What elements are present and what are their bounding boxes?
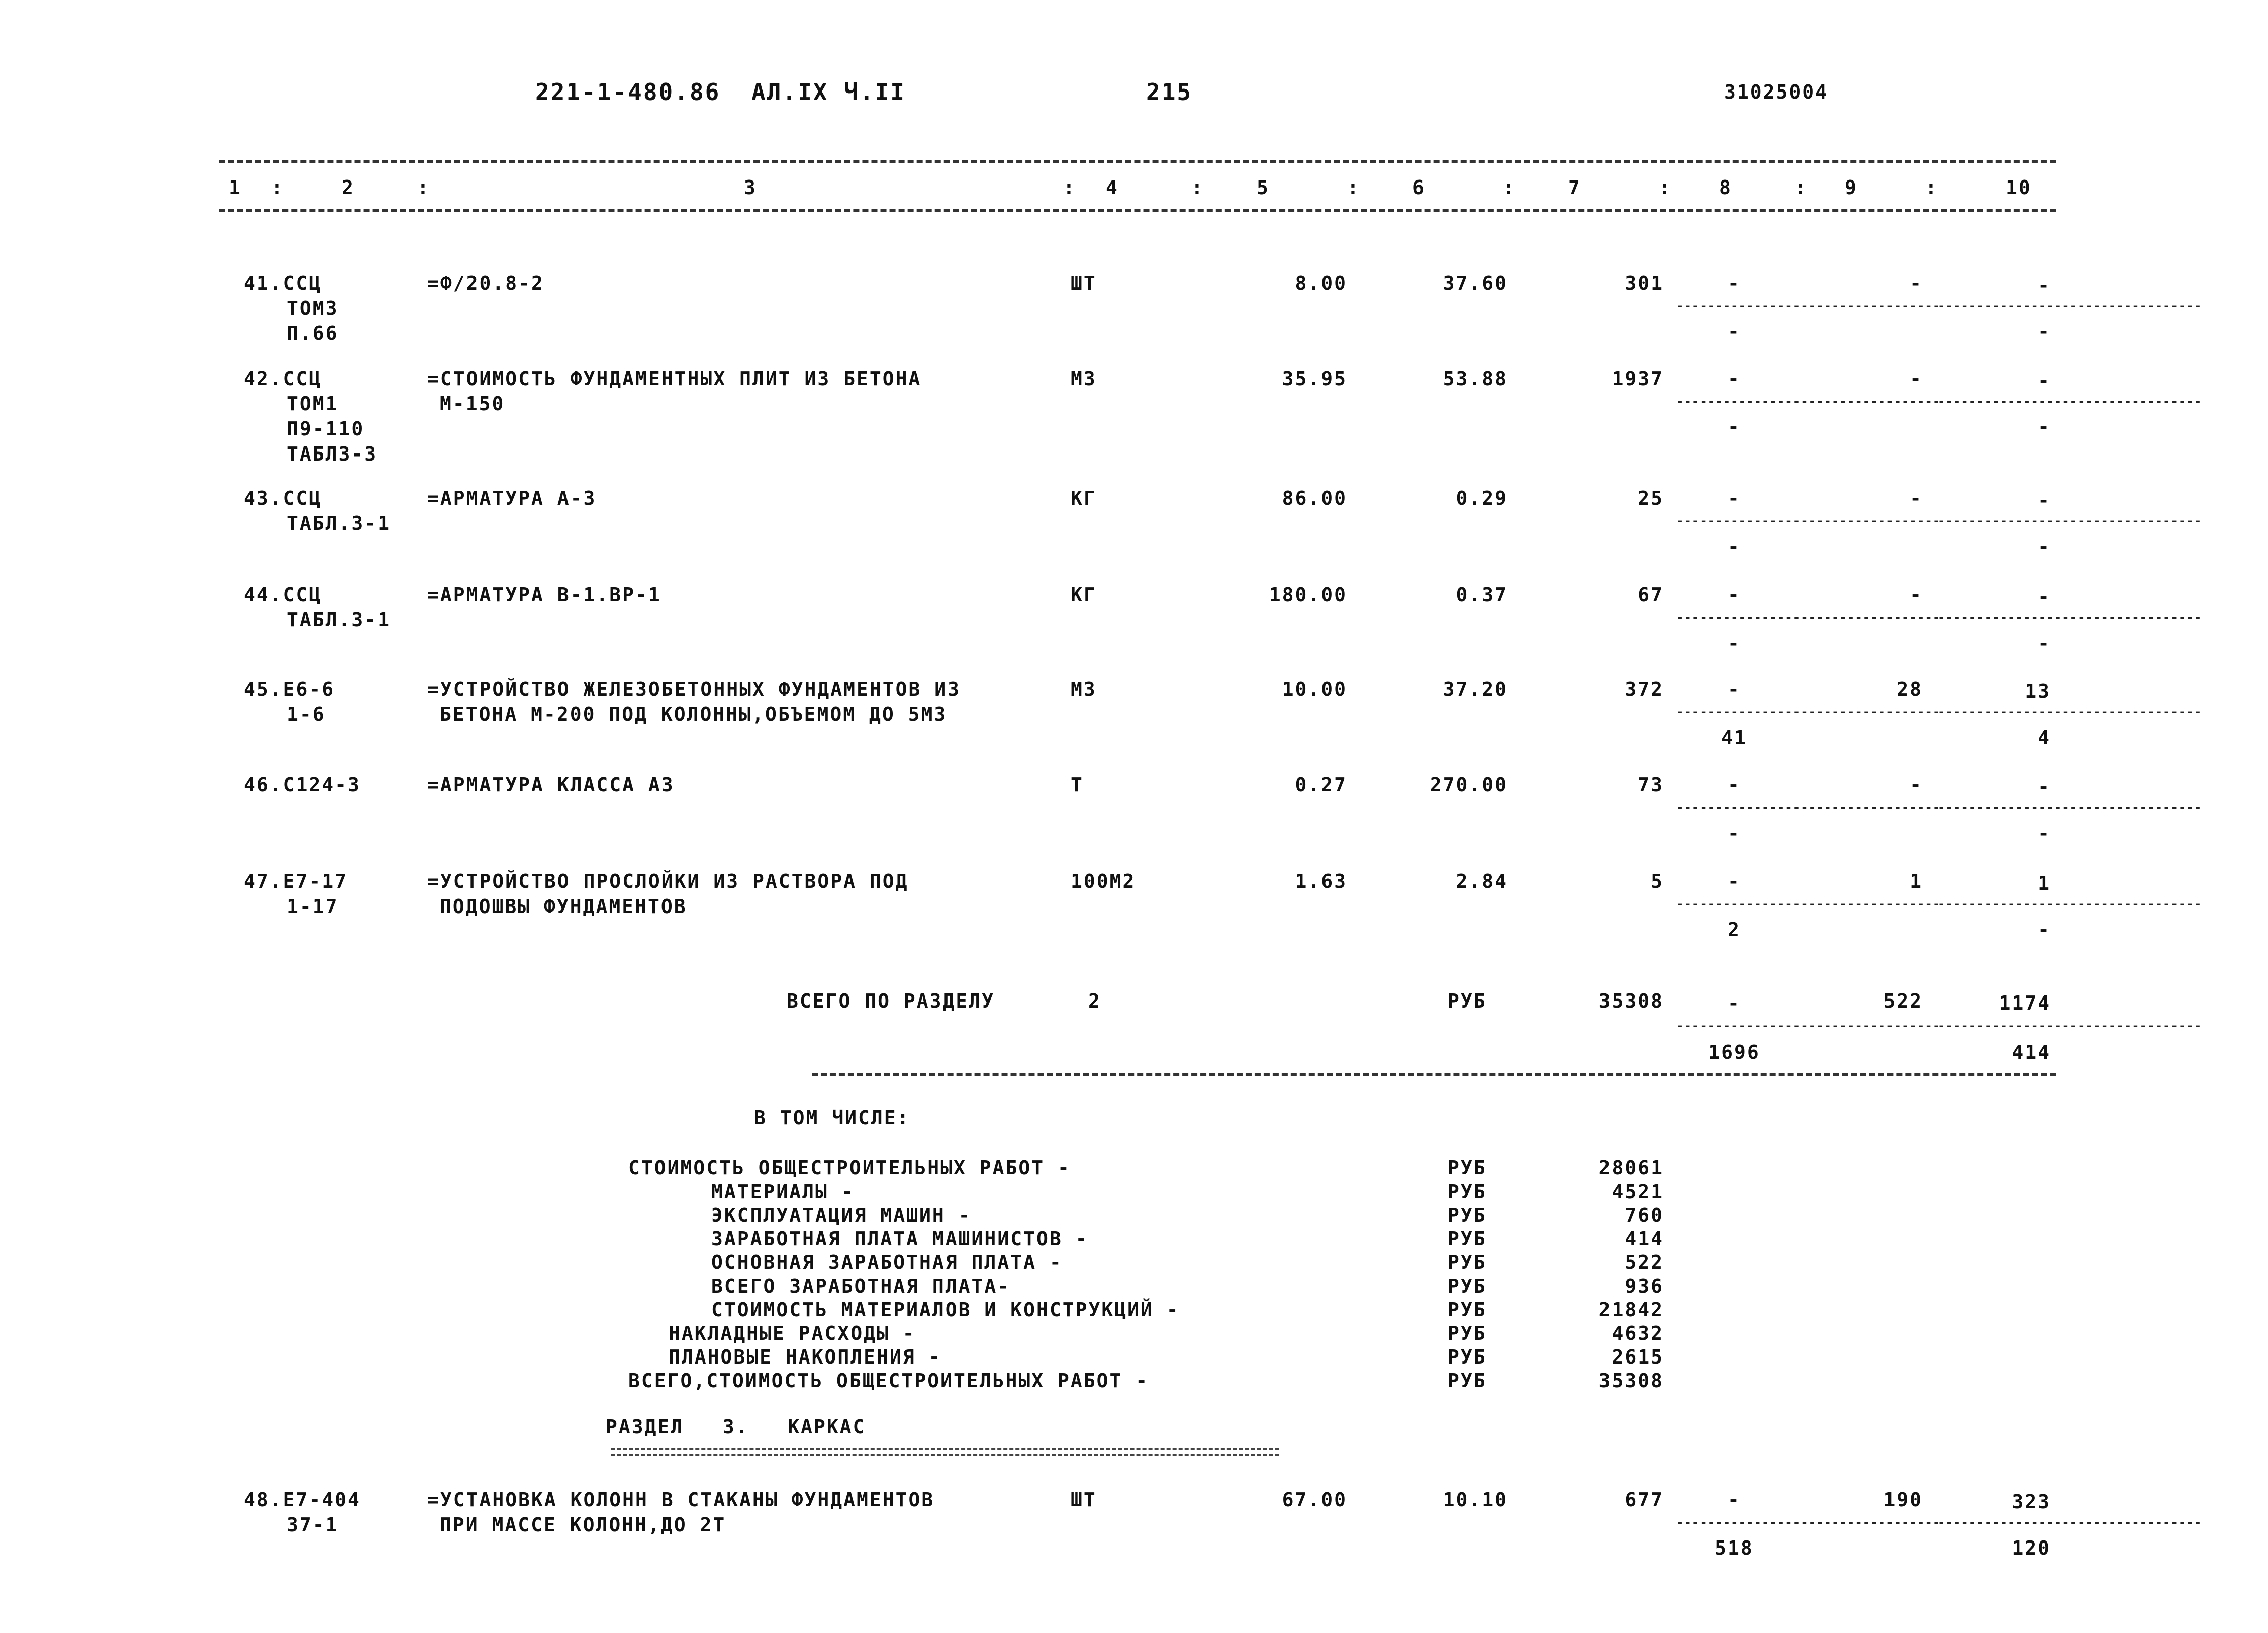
item-quantity: 35.95 <box>1282 368 1347 390</box>
column-header-5: 5 <box>1257 176 1270 199</box>
item-col10-top: 1 <box>2038 872 2051 894</box>
section-total-unit: РУБ <box>1448 990 1487 1012</box>
item-col10-bottom: - <box>2038 632 2051 654</box>
item-col10-divider: ---------------------------------- <box>1938 1515 2202 1529</box>
item-code: П9-110 <box>287 418 365 440</box>
column-header-8: 8 <box>1719 176 1732 199</box>
item-code: ТОМ3 <box>287 297 339 319</box>
item-col10-top: - <box>2038 370 2051 392</box>
item-col8-divider: ---------------------------------- <box>1676 1515 1941 1529</box>
item-col10-bottom: 120 <box>2012 1537 2051 1559</box>
item-col10-divider: ---------------------------------- <box>1938 897 2202 911</box>
item-unit-price: 53.88 <box>1443 368 1508 390</box>
including-item-unit: РУБ <box>1448 1204 1487 1226</box>
including-item-value: 522 <box>1625 1251 1664 1274</box>
item-col10-divider: ---------------------------------- <box>1938 800 2202 814</box>
item-unit: КГ <box>1071 584 1097 606</box>
item-total: 677 <box>1625 1489 1664 1511</box>
including-item-label: МАТЕРИАЛЫ - <box>711 1181 855 1203</box>
column-header-3: 3 <box>744 176 757 199</box>
item-col10-bottom: - <box>2038 535 2051 558</box>
item-code: ТАБЛ3-3 <box>287 443 378 465</box>
item-code: ТАБЛ.3-1 <box>287 609 391 631</box>
item-col8-divider: ---------------------------------- <box>1676 299 1941 313</box>
including-item-unit: РУБ <box>1448 1370 1487 1392</box>
item-code: 1-17 <box>287 895 339 918</box>
item-unit-price: 37.20 <box>1443 678 1508 700</box>
column-header-9: 9 <box>1845 176 1858 199</box>
section-3-title: РАЗДЕЛ 3. КАРКАС <box>606 1416 866 1438</box>
column-separator: : <box>1503 176 1516 199</box>
item-quantity: 180.00 <box>1269 584 1347 606</box>
item-col8-top: - <box>1728 272 1741 294</box>
item-code: 37-1 <box>287 1514 339 1536</box>
including-item-unit: РУБ <box>1448 1157 1487 1179</box>
item-unit-price: 37.60 <box>1443 272 1508 294</box>
item-description: М-150 <box>440 393 505 415</box>
item-total: 5 <box>1651 870 1664 892</box>
item-code: ТОМ1 <box>287 393 339 415</box>
column-separator: : <box>1659 176 1672 199</box>
including-item-value: 2615 <box>1612 1346 1664 1368</box>
item-unit: ШТ <box>1071 1489 1097 1511</box>
item-col9: - <box>1910 584 1923 606</box>
including-item-label: НАКЛАДНЫЕ РАСХОДЫ - <box>669 1322 916 1344</box>
item-col8-top: - <box>1728 487 1741 509</box>
item-col8-top: - <box>1728 870 1741 892</box>
including-item-unit: РУБ <box>1448 1299 1487 1321</box>
item-col8-top: - <box>1728 678 1741 700</box>
item-unit: Т <box>1071 774 1084 796</box>
item-code: 1-6 <box>287 703 326 725</box>
item-col8-bottom: 41 <box>1721 727 1747 749</box>
item-col8-divider: ---------------------------------- <box>1676 610 1941 624</box>
header-bottom-rule <box>219 209 2056 212</box>
section-total-col10-bottom: 414 <box>2012 1041 2051 1063</box>
including-item-value: 936 <box>1625 1275 1664 1297</box>
section-total-col9: 522 <box>1883 990 1923 1012</box>
header-top-rule <box>219 160 2056 163</box>
including-item-value: 28061 <box>1598 1157 1664 1179</box>
item-unit-price: 270.00 <box>1430 774 1508 796</box>
column-separator: : <box>417 176 430 199</box>
item-quantity: 0.27 <box>1295 774 1347 796</box>
item-code: 44.ССЦ <box>244 584 322 606</box>
item-quantity: 86.00 <box>1282 487 1347 509</box>
item-col9: - <box>1910 774 1923 796</box>
item-unit: М3 <box>1071 678 1097 700</box>
item-total: 25 <box>1638 487 1664 509</box>
item-col10-bottom: - <box>2038 822 2051 844</box>
including-item-unit: РУБ <box>1448 1346 1487 1368</box>
item-description: =УСТАНОВКА КОЛОНН В СТАКАНЫ ФУНДАМЕНТОВ <box>427 1489 935 1511</box>
page-number: 215 <box>1146 78 1193 106</box>
item-total: 301 <box>1625 272 1664 294</box>
item-col8-divider: ---------------------------------- <box>1676 394 1941 408</box>
item-col9: - <box>1910 487 1923 509</box>
item-code: П.66 <box>287 322 339 344</box>
including-item-label: СТОИМОСТЬ ОБЩЕСТРОИТЕЛЬНЫХ РАБОТ - <box>628 1157 1071 1179</box>
item-total: 1937 <box>1612 368 1664 390</box>
section-total-value: 35308 <box>1598 990 1664 1012</box>
including-item-label: ЗАРАБОТНАЯ ПЛАТА МАШИНИСТОВ - <box>711 1228 1089 1250</box>
including-item-label: ВСЕГО,СТОИМОСТЬ ОБЩЕСТРОИТЕЛЬНЫХ РАБОТ - <box>628 1370 1149 1392</box>
item-code: 48.Е7-404 <box>244 1489 361 1511</box>
item-code: 41.ССЦ <box>244 272 322 294</box>
item-code: 43.ССЦ <box>244 487 322 509</box>
item-description: =АРМАТУРА КЛАССА А3 <box>427 774 675 796</box>
item-col10-bottom: - <box>2038 320 2051 342</box>
item-quantity: 67.00 <box>1282 1489 1347 1511</box>
section-3-underline <box>611 1448 1279 1456</box>
item-col8-divider: ---------------------------------- <box>1676 514 1941 528</box>
item-unit-price: 0.29 <box>1456 487 1508 509</box>
including-item-unit: РУБ <box>1448 1251 1487 1274</box>
section-total-number: 2 <box>1088 990 1101 1012</box>
item-col10-bottom: - <box>2038 919 2051 941</box>
item-col10-divider: ---------------------------------- <box>1938 394 2202 408</box>
item-unit-price: 10.10 <box>1443 1489 1508 1511</box>
including-item-label: ПЛАНОВЫЕ НАКОПЛЕНИЯ - <box>669 1346 942 1368</box>
item-quantity: 8.00 <box>1295 272 1347 294</box>
item-col8-bottom: 2 <box>1728 919 1741 941</box>
item-col10-top: 13 <box>2025 680 2051 702</box>
including-item-unit: РУБ <box>1448 1322 1487 1344</box>
item-col10-bottom: 4 <box>2038 727 2051 749</box>
section-total-col8-bottom: 1696 <box>1708 1041 1760 1063</box>
including-item-unit: РУБ <box>1448 1228 1487 1250</box>
section-total-label: ВСЕГО ПО РАЗДЕЛУ <box>787 990 995 1012</box>
including-item-value: 4632 <box>1612 1322 1664 1344</box>
item-quantity: 1.63 <box>1295 870 1347 892</box>
item-col8-top: - <box>1728 368 1741 390</box>
item-col8-bottom: 518 <box>1715 1537 1754 1559</box>
column-header-2: 2 <box>342 176 355 199</box>
item-col10-bottom: - <box>2038 416 2051 438</box>
including-item-value: 414 <box>1625 1228 1664 1250</box>
including-item-unit: РУБ <box>1448 1181 1487 1203</box>
item-col9: - <box>1910 272 1923 294</box>
item-col10-divider: ---------------------------------- <box>1938 610 2202 624</box>
column-separator: : <box>1063 176 1076 199</box>
section-total-col8-divider: ---------------------------------- <box>1676 1019 1941 1033</box>
item-col9: 1 <box>1910 870 1923 892</box>
item-col8-divider: ---------------------------------- <box>1676 705 1941 719</box>
column-header-10: 10 <box>2006 176 2032 199</box>
item-code: 46.С124-3 <box>244 774 361 796</box>
section-total-col10-top: 1174 <box>1999 992 2051 1014</box>
column-header-4: 4 <box>1106 176 1119 199</box>
column-separator: : <box>1794 176 1808 199</box>
including-item-label: ОСНОВНАЯ ЗАРАБОТНАЯ ПЛАТА - <box>711 1251 1063 1274</box>
document-code: 221-1-480.86 <box>535 78 721 106</box>
item-description: =АРМАТУРА А-3 <box>427 487 597 509</box>
item-total: 73 <box>1638 774 1664 796</box>
including-item-value: 760 <box>1625 1204 1664 1226</box>
column-header-7: 7 <box>1568 176 1581 199</box>
item-code: ТАБЛ.3-1 <box>287 512 391 534</box>
item-unit: КГ <box>1071 487 1097 509</box>
item-code: 45.Е6-6 <box>244 678 335 700</box>
item-col8-bottom: - <box>1728 632 1741 654</box>
including-item-unit: РУБ <box>1448 1275 1487 1297</box>
item-col10-divider: ---------------------------------- <box>1938 705 2202 719</box>
item-description: ПРИ МАССЕ КОЛОНН,ДО 2Т <box>440 1514 726 1536</box>
item-description: =УСТРОЙСТВО ЖЕЛЕЗОБЕТОННЫХ ФУНДАМЕНТОВ ИЗ <box>427 678 961 700</box>
item-col8-top: - <box>1728 1489 1741 1511</box>
item-col8-bottom: - <box>1728 822 1741 844</box>
item-description: =Ф/20.8-2 <box>427 272 544 294</box>
item-total: 372 <box>1625 678 1664 700</box>
including-item-label: СТОИМОСТЬ МАТЕРИАЛОВ И КОНСТРУКЦИЙ - <box>711 1299 1180 1321</box>
document-number: 31025004 <box>1724 81 1829 103</box>
including-item-value: 4521 <box>1612 1181 1664 1203</box>
including-title: В ТОМ ЧИСЛЕ: <box>754 1107 910 1129</box>
item-col10-divider: ---------------------------------- <box>1938 514 2202 528</box>
item-code: 42.ССЦ <box>244 368 322 390</box>
column-separator: : <box>1347 176 1360 199</box>
item-col8-bottom: - <box>1728 320 1741 342</box>
item-col9: 28 <box>1897 678 1923 700</box>
including-item-label: ВСЕГО ЗАРАБОТНАЯ ПЛАТА- <box>711 1275 1011 1297</box>
item-col10-divider: ---------------------------------- <box>1938 299 2202 313</box>
item-col9: - <box>1910 368 1923 390</box>
item-description: БЕТОНА М-200 ПОД КОЛОННЫ,ОБЪЕМОМ ДО 5М3 <box>440 703 948 725</box>
item-description: ПОДОШВЫ ФУНДАМЕНТОВ <box>440 895 687 918</box>
item-col10-top: - <box>2038 274 2051 296</box>
item-col8-bottom: - <box>1728 416 1741 438</box>
item-col10-top: 323 <box>2012 1491 2051 1513</box>
item-col8-top: - <box>1728 774 1741 796</box>
item-col9: 190 <box>1883 1489 1923 1511</box>
including-item-value: 35308 <box>1598 1370 1664 1392</box>
item-unit-price: 0.37 <box>1456 584 1508 606</box>
column-separator: : <box>271 176 285 199</box>
item-description: =АРМАТУРА В-1.ВР-1 <box>427 584 662 606</box>
item-col8-bottom: - <box>1728 535 1741 558</box>
album-label: АЛ.IX Ч.II <box>751 78 906 106</box>
item-unit: ШТ <box>1071 272 1097 294</box>
item-description: =УСТРОЙСТВО ПРОСЛОЙКИ ИЗ РАСТВОРА ПОД <box>427 870 909 892</box>
item-description: =СТОИМОСТЬ ФУНДАМЕНТНЫХ ПЛИТ ИЗ БЕТОНА <box>427 368 922 390</box>
item-total: 67 <box>1638 584 1664 606</box>
column-header-6: 6 <box>1412 176 1426 199</box>
item-col10-top: - <box>2038 489 2051 511</box>
item-unit: 100М2 <box>1071 870 1136 892</box>
item-col8-divider: ---------------------------------- <box>1676 800 1941 814</box>
item-unit-price: 2.84 <box>1456 870 1508 892</box>
item-unit: М3 <box>1071 368 1097 390</box>
section-total-rule <box>812 1073 2056 1076</box>
item-code: 47.Е7-17 <box>244 870 348 892</box>
column-separator: : <box>1925 176 1938 199</box>
section-total-col10-divider: ---------------------------------- <box>1938 1019 2202 1033</box>
item-col10-top: - <box>2038 776 2051 798</box>
item-col8-top: - <box>1728 584 1741 606</box>
including-item-value: 21842 <box>1598 1299 1664 1321</box>
item-quantity: 10.00 <box>1282 678 1347 700</box>
item-col10-top: - <box>2038 586 2051 608</box>
column-separator: : <box>1191 176 1204 199</box>
section-total-col8-top: - <box>1728 992 1741 1014</box>
column-header-1: 1 <box>229 176 242 199</box>
including-item-label: ЭКСПЛУАТАЦИЯ МАШИН - <box>711 1204 972 1226</box>
item-col8-divider: ---------------------------------- <box>1676 897 1941 911</box>
